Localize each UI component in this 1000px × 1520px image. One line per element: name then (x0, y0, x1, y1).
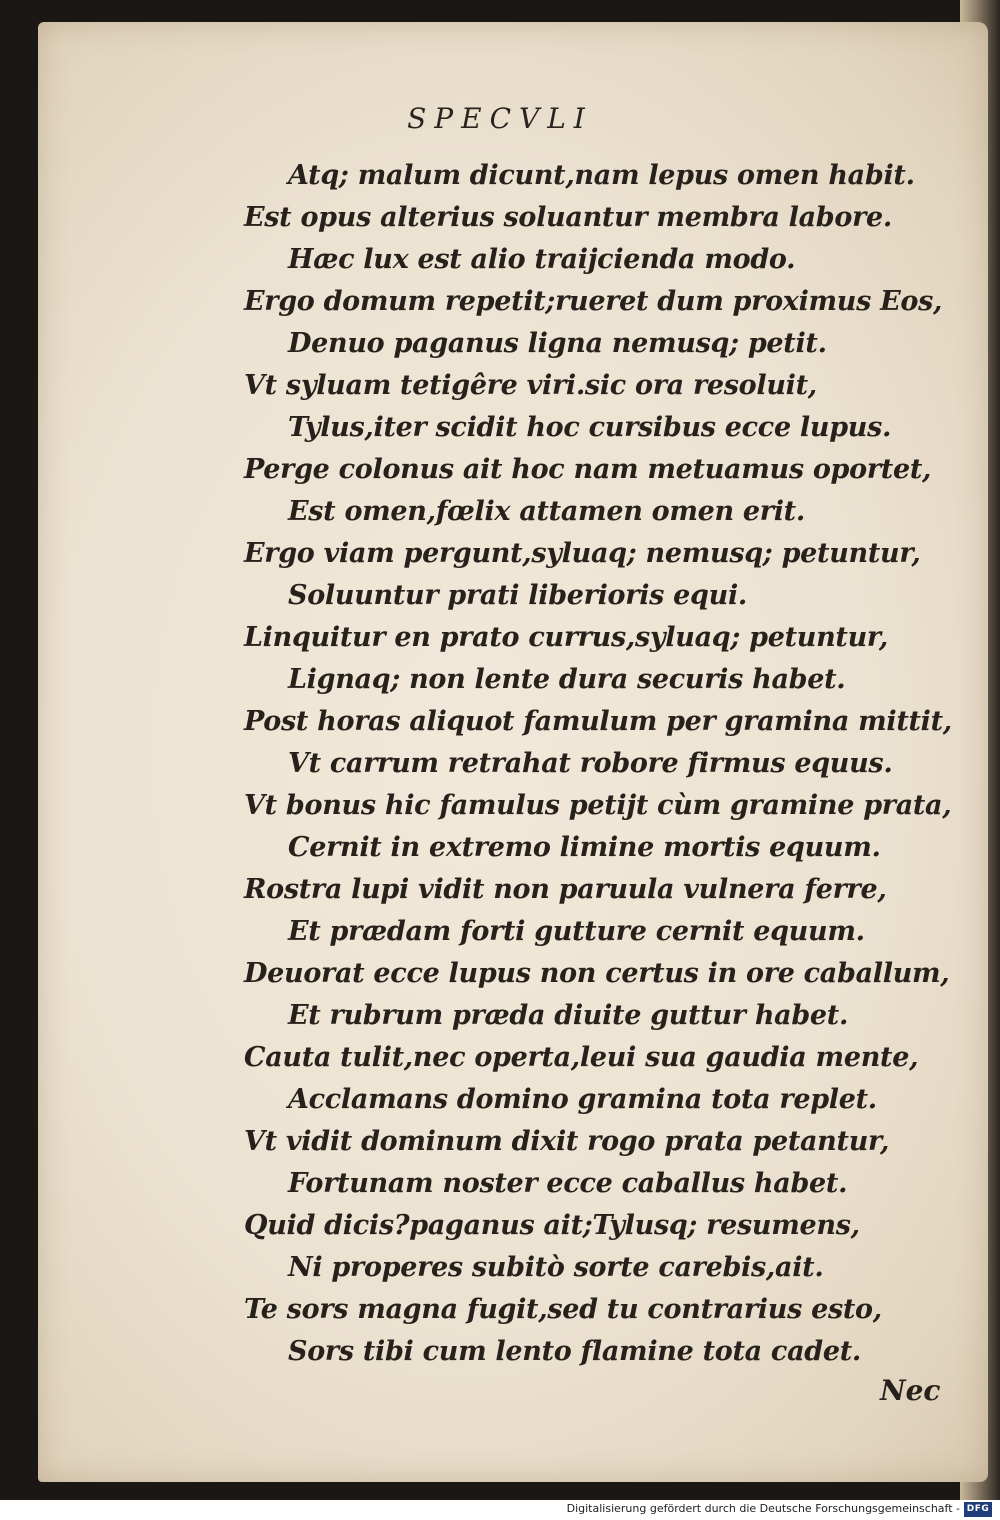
verse-line-4: Ergo domum repetit;rueret dum proximus Eos, (244, 286, 943, 317)
verse-line-2: Est opus alterius soluantur membra labore. (244, 202, 892, 233)
running-head: SPECVLI (407, 102, 593, 135)
verse-line-8: Perge colonus ait hoc nam metuamus oportet, (244, 454, 932, 485)
verse-line-18: Rostra lupi vidit non paruula vulnera ferre, (244, 874, 887, 905)
verse-line-19: Et prædam forti gutture cernit equum. (288, 916, 865, 947)
footer-bar (0, 1500, 1000, 1520)
verse-line-22: Cauta tulit,nec operta,leui sua gaudia mente, (244, 1042, 919, 1073)
verse-line-28: Te sors magna fugit,sed tu contrarius esto, (244, 1294, 882, 1325)
verse-line-6: Vt syluam tetigêre viri.sic ora resoluit, (244, 370, 817, 401)
verse-line-7: Tylus,iter scidit hoc cursibus ecce lupus. (288, 412, 892, 443)
catchword: Nec (880, 1374, 941, 1407)
verse-line-29: Sors tibi cum lento flamine tota cadet. (288, 1336, 861, 1367)
verse-line-9: Est omen,fœlix attamen omen erit. (288, 496, 805, 527)
verse-line-12: Linquitur en prato currus,syluaq; petuntur, (244, 622, 888, 653)
verse-line-11: Soluuntur prati liberioris equi. (288, 580, 747, 611)
verse-line-17: Cernit in extremo limine mortis equum. (288, 832, 881, 863)
verse-line-15: Vt carrum retrahat robore firmus equus. (288, 748, 893, 779)
funding-credit: Digitalisierung gefördert durch die Deutsche Forschungsgemeinschaft - (566, 1502, 960, 1515)
verse-line-21: Et rubrum præda diuite guttur habet. (288, 1000, 849, 1031)
verse-line-25: Fortunam noster ecce caballus habet. (288, 1168, 848, 1199)
dfg-logo[interactable]: DFG (964, 1502, 992, 1517)
verse-line-26: Quid dicis?paganus ait;Tylusq; resumens, (244, 1210, 860, 1241)
verse-line-13: Lignaq; non lente dura securis habet. (288, 664, 846, 695)
verse-line-1: Atq; malum dicunt,nam lepus omen habit. (288, 160, 915, 191)
verse-line-27: Ni properes subitò sorte carebis,ait. (288, 1252, 824, 1283)
verse-line-23: Acclamans domino gramina tota replet. (288, 1084, 877, 1115)
verse-line-3: Hæc lux est alio traijcienda modo. (288, 244, 796, 275)
verse-line-10: Ergo viam pergunt,syluaq; nemusq; petuntur, (244, 538, 921, 569)
verse-line-14: Post horas aliquot famulum per gramina mittit, (244, 706, 952, 737)
verse-line-5: Denuo paganus ligna nemusq; petit. (288, 328, 827, 359)
verse-line-20: Deuorat ecce lupus non certus in ore caballum, (244, 958, 950, 989)
verse-line-24: Vt vidit dominum dixit rogo prata petantur, (244, 1126, 890, 1157)
verse-line-16: Vt bonus hic famulus petijt cùm gramine prata, (244, 790, 952, 821)
